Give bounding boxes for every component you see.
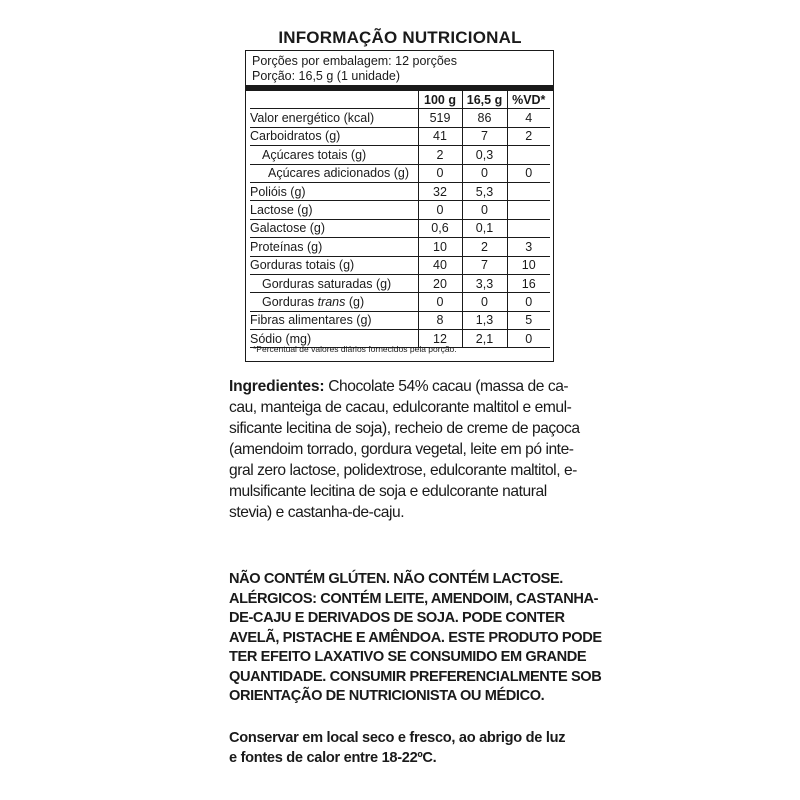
value-100g: 8 bbox=[418, 311, 462, 329]
value-portion: 0 bbox=[462, 201, 507, 219]
ingredients-line: stevia) e castanha-de-caju. bbox=[229, 504, 405, 521]
value-vd: 16 bbox=[507, 274, 550, 292]
nutrient-label: Polióis (g) bbox=[250, 182, 418, 200]
value-portion: 2,1 bbox=[462, 330, 507, 348]
ingredients-block bbox=[229, 376, 580, 523]
table-row bbox=[250, 127, 550, 145]
value-100g: 20 bbox=[418, 274, 462, 292]
storage-instructions bbox=[229, 728, 574, 768]
header-portion: 16,5 g bbox=[462, 91, 507, 109]
servings-info bbox=[252, 54, 457, 84]
table-row bbox=[250, 311, 550, 329]
ingredients-text: Chocolate 54% cacau (massa de ca- bbox=[324, 378, 569, 395]
table-row bbox=[250, 293, 550, 311]
table-row bbox=[250, 109, 550, 127]
warning-line: TER EFEITO LAXATIVO SE CONSUMIDO EM GRANDE bbox=[229, 649, 587, 665]
value-vd: 0 bbox=[507, 164, 550, 182]
value-portion: 5,3 bbox=[462, 182, 507, 200]
warning-line: ORIENTAÇÃO DE NUTRICIONISTA OU MÉDICO. bbox=[229, 688, 545, 704]
label-prefix: Gorduras bbox=[262, 294, 318, 309]
table-row bbox=[250, 219, 550, 237]
value-vd bbox=[507, 182, 550, 200]
value-portion: 0,3 bbox=[462, 146, 507, 164]
ingredients-line: cau, manteiga de cacau, edulcorante maltitol e emul- bbox=[229, 399, 572, 416]
nutrient-label: Sódio (mg) bbox=[250, 330, 418, 348]
value-vd bbox=[507, 146, 550, 164]
value-100g: 0,6 bbox=[418, 219, 462, 237]
ingredients-line: gral zero lactose, polidextrose, edulcorante maltitol, e- bbox=[229, 462, 577, 479]
value-100g: 32 bbox=[418, 182, 462, 200]
value-portion: 0 bbox=[462, 164, 507, 182]
ingredients-heading: Ingredientes: bbox=[229, 378, 325, 395]
warning-line: NÃO CONTÉM GLÚTEN. NÃO CONTÉM LACTOSE. bbox=[229, 571, 563, 587]
value-portion: 2 bbox=[462, 238, 507, 256]
value-vd: 10 bbox=[507, 256, 550, 274]
nutrient-label: Carboidratos (g) bbox=[250, 127, 418, 145]
value-portion: 86 bbox=[462, 109, 507, 127]
value-vd bbox=[507, 219, 550, 237]
value-portion: 7 bbox=[462, 256, 507, 274]
table-row bbox=[250, 238, 550, 256]
value-100g: 2 bbox=[418, 146, 462, 164]
value-vd: 0 bbox=[507, 330, 550, 348]
value-100g: 41 bbox=[418, 127, 462, 145]
value-vd: 3 bbox=[507, 238, 550, 256]
value-portion: 0 bbox=[462, 293, 507, 311]
nutrient-label: Valor energético (kcal) bbox=[250, 109, 418, 127]
nutrient-label: Açúcares adicionados (g) bbox=[250, 164, 418, 182]
warning-line: QUANTIDADE. CONSUMIR PREFERENCIALMENTE SOB bbox=[229, 668, 602, 685]
nutrient-label: Galactose (g) bbox=[250, 219, 418, 237]
nutrition-title: INFORMAÇÃO NUTRICIONAL bbox=[278, 28, 522, 47]
table-row bbox=[250, 201, 550, 219]
allergen-warning bbox=[229, 570, 602, 707]
value-vd: 2 bbox=[507, 127, 550, 145]
nutrient-label: Lactose (g) bbox=[250, 201, 418, 219]
value-100g: 0 bbox=[418, 293, 462, 311]
table-row bbox=[250, 182, 550, 200]
table-row bbox=[250, 256, 550, 274]
label-suffix: (g) bbox=[345, 294, 365, 309]
ingredients-line: (amendoim torrado, gordura vegetal, leite em pó inte- bbox=[229, 441, 574, 458]
vd-footnote: *Percentual de valores diários fornecidos pela porção. bbox=[253, 344, 457, 354]
value-portion: 7 bbox=[462, 127, 507, 145]
warning-line: AVELÃ, PISTACHE E AMÊNDOA. ESTE PRODUTO PODE bbox=[229, 629, 602, 646]
warning-line: DE-CAJU E DERIVADOS DE SOJA. PODE CONTER bbox=[229, 610, 565, 626]
value-100g: 0 bbox=[418, 201, 462, 219]
value-100g: 519 bbox=[418, 109, 462, 127]
value-100g: 12 bbox=[418, 330, 462, 348]
value-100g: 10 bbox=[418, 238, 462, 256]
warning-line: ALÉRGICOS: CONTÉM LEITE, AMENDOIM, CASTANHA- bbox=[229, 590, 599, 607]
table-row bbox=[250, 274, 550, 292]
serving-size: Porção: 16,5 g (1 unidade) bbox=[252, 69, 401, 83]
nutrient-label: Proteínas (g) bbox=[250, 238, 418, 256]
nutrient-label: Açúcares totais (g) bbox=[250, 146, 418, 164]
ingredients-line bbox=[229, 376, 574, 397]
ingredients-line: sificante lecitina de soja), recheio de creme de paçoca bbox=[229, 420, 580, 437]
servings-per-package: Porções por embalagem: 12 porções bbox=[252, 54, 457, 68]
nutrient-label bbox=[250, 293, 418, 311]
ingredients-line: mulsificante lecitina de soja e edulcorante natural bbox=[229, 483, 547, 500]
header-vd: %VD* bbox=[507, 91, 550, 109]
value-portion: 0,1 bbox=[462, 219, 507, 237]
storage-line: e fontes de calor entre 18-22ºC. bbox=[229, 750, 437, 766]
nutrient-label: Gorduras totais (g) bbox=[250, 256, 418, 274]
table-row bbox=[250, 164, 550, 182]
nutrient-label: Gorduras saturadas (g) bbox=[250, 274, 418, 292]
value-vd: 4 bbox=[507, 109, 550, 127]
value-100g: 40 bbox=[418, 256, 462, 274]
table-row bbox=[250, 146, 550, 164]
value-100g: 0 bbox=[418, 164, 462, 182]
value-vd bbox=[507, 201, 550, 219]
nutrient-label: Fibras alimentares (g) bbox=[250, 311, 418, 329]
nutrition-table bbox=[250, 91, 550, 348]
header-label bbox=[250, 91, 418, 109]
value-vd: 5 bbox=[507, 311, 550, 329]
nutrition-facts-panel bbox=[245, 50, 554, 362]
table-header-row bbox=[250, 91, 550, 109]
header-100g: 100 g bbox=[418, 91, 462, 109]
value-vd: 0 bbox=[507, 293, 550, 311]
label-italic: trans bbox=[317, 294, 346, 309]
storage-line: Conservar em local seco e fresco, ao abrigo de luz bbox=[229, 730, 566, 746]
value-portion: 3,3 bbox=[462, 274, 507, 292]
value-portion: 1,3 bbox=[462, 311, 507, 329]
